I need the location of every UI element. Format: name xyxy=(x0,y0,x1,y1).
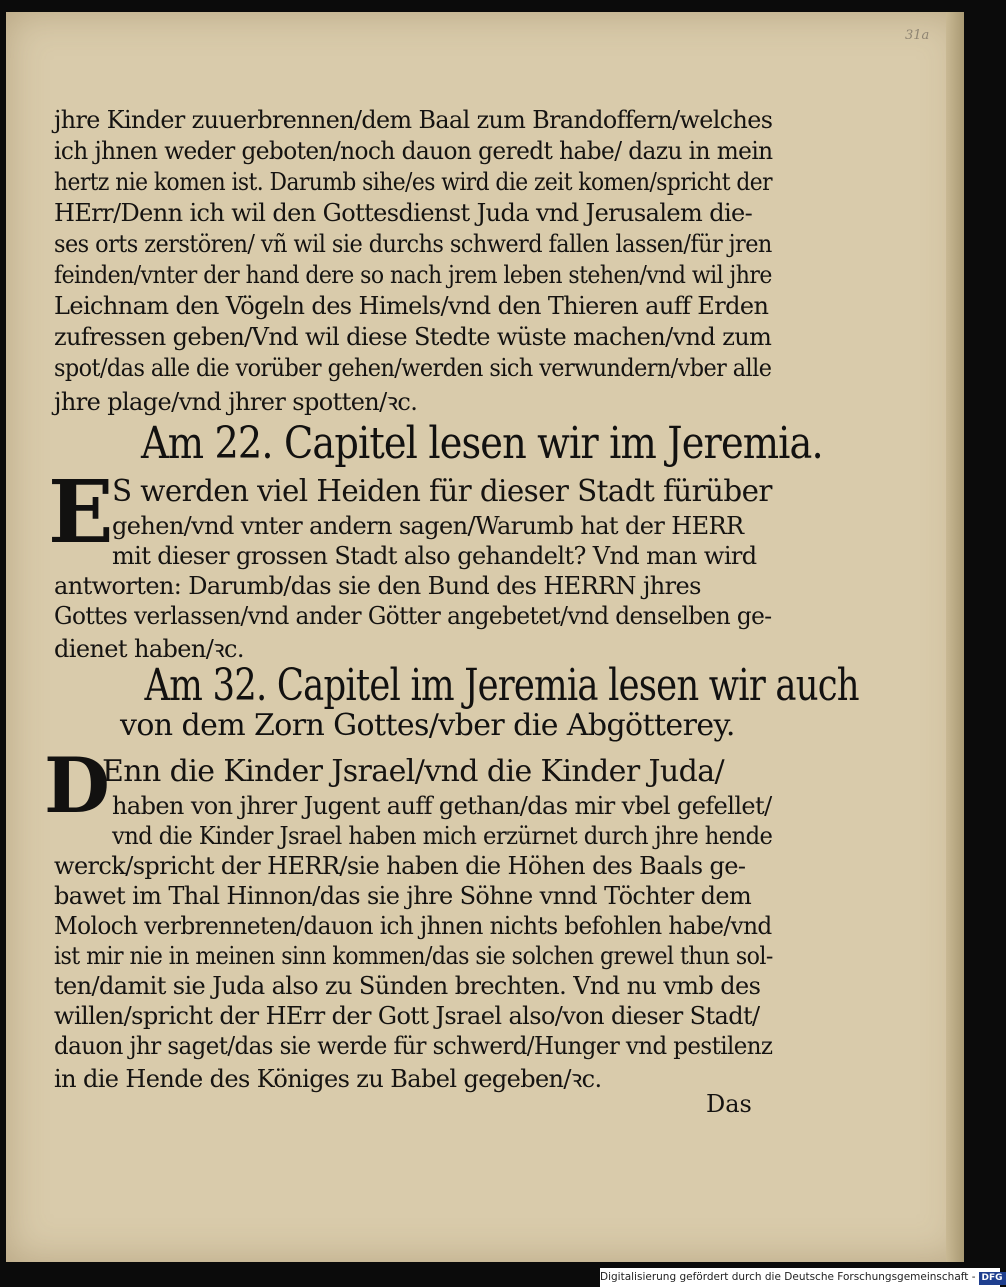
page-number: 31a xyxy=(905,28,930,43)
text-line: mit dieser grossen Stadt also gehandelt? Vnd man wird xyxy=(112,542,757,570)
text-line: jhre Kinder zuuerbrennen/dem Baal zum Brandoffern/welches xyxy=(54,106,773,134)
text-line: ten/damit sie Juda also zu Sünden brechten. Vnd nu vmb des xyxy=(54,972,761,1000)
text-line: Moloch verbrenneten/dauon ich jhnen nichts befohlen habe/vnd xyxy=(54,912,772,940)
text-line: S werden viel Heiden für dieser Stadt fürüber xyxy=(112,474,772,509)
drop-initial: D xyxy=(44,741,110,830)
text-line: Gottes verlassen/vnd ander Götter angebetet/vnd denselben ge- xyxy=(54,602,772,630)
catchword: Das xyxy=(706,1090,752,1118)
text-line: feinden/vnter der hand dere so nach jrem leben stehen/vnd wil jhre xyxy=(54,261,772,289)
text-line: willen/spricht der HErr der Gott Jsrael also/von dieser Stadt/ xyxy=(54,1002,760,1030)
text-line: spot/das alle die vorüber gehen/werden sich verwundern/vber alle xyxy=(54,354,772,382)
text-line: ist mir nie in meinen sinn kommen/das sie solchen grewel thun sol- xyxy=(54,942,773,970)
footer-text: Digitalisierung gefördert durch die Deutsche Forschungsgemeinschaft - xyxy=(600,1271,976,1283)
text-line: werck/spricht der HERR/sie haben die Höhen des Baals ge- xyxy=(54,852,746,880)
text-line: dienet haben/ꝛc. xyxy=(54,635,244,663)
text-line: dauon jhr saget/das sie werde für schwerd/Hunger vnd pestilenz xyxy=(54,1032,773,1060)
text-line: zufressen geben/Vnd wil diese Stedte wüste machen/vnd zum xyxy=(54,323,772,351)
text-line: hertz nie komen ist. Darumb sihe/es wird die zeit komen/spricht der xyxy=(54,168,773,196)
text-line: ich jhnen weder geboten/noch dauon geredt habe/ dazu in mein xyxy=(54,137,773,165)
text-line: in die Hende des Königes zu Babel gegeben/ꝛc. xyxy=(54,1065,602,1093)
text-line: Leichnam den Vögeln des Himels/vnd den Thieren auff Erden xyxy=(54,292,769,320)
text-line: HErr/Denn ich wil den Gottesdienst Juda vnd Jerusalem die- xyxy=(54,199,753,227)
text-line: bawet im Thal Hinnon/das sie jhre Söhne vnnd Töchter dem xyxy=(54,882,752,910)
section-heading: Am 32. Capitel im Jeremia lesen wir auch xyxy=(144,660,859,711)
text-line: vnd die Kinder Jsrael haben mich erzürnet durch jhre hende xyxy=(112,822,773,850)
section-heading: Am 22. Capitel lesen wir im Jeremia. xyxy=(140,418,823,469)
dfg-logo-icon: DFG xyxy=(979,1272,1006,1285)
text-line: haben von jhrer Jugent auff gethan/das mir vbel gefellet/ xyxy=(112,792,772,820)
text-line: antworten: Darumb/das sie den Bund des HERRN jhres xyxy=(54,572,701,600)
drop-initial: E xyxy=(48,462,114,563)
text-line: ses orts zerstören/ vñ wil sie durchs schwerd fallen lassen/für jren xyxy=(54,230,772,258)
text-line: gehen/vnd vnter andern sagen/Warumb hat der HERR xyxy=(112,512,744,540)
section-subheading: von dem Zorn Gottes/vber die Abgötterey. xyxy=(120,708,735,743)
text-line: Enn die Kinder Jsrael/vnd die Kinder Juda/ xyxy=(102,754,725,789)
text-line: jhre plage/vnd jhrer spotten/ꝛc. xyxy=(54,388,418,416)
footer-credit xyxy=(600,1268,1003,1287)
